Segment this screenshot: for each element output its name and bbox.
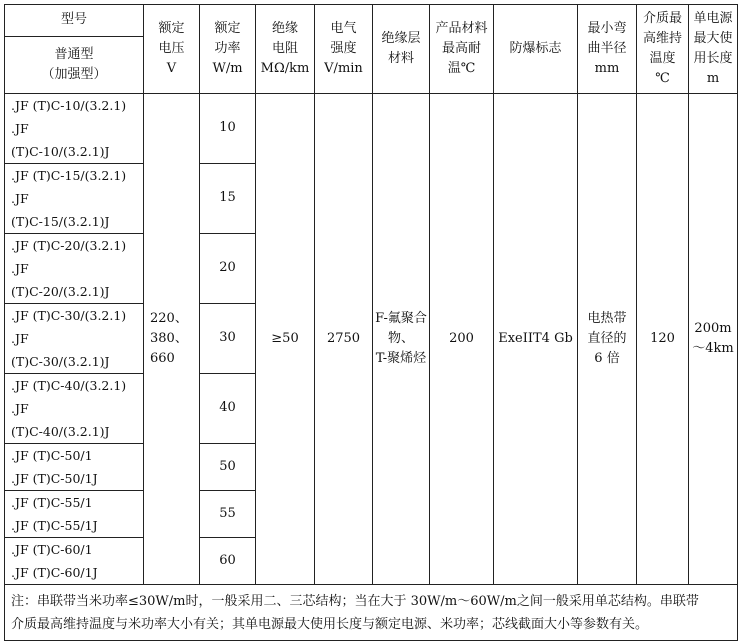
note-cell: [5, 585, 738, 641]
model-cell: .JF (T)C-50/1 .JF (T)C-50/1J: [5, 444, 144, 491]
model-cell: .JF (T)C-15/(3.2.1) .JF (T)C-15/(3.2.1)J: [5, 164, 144, 234]
header-explosion-proof: 防爆标志: [494, 5, 578, 94]
header-max-temp: 产品材料 最高耐 温℃: [430, 5, 494, 94]
note-line: 注：串联带当米功率≤30W/m时，一般采用二、三芯结构；当在大于 30W/m～60W/m之间一般采用单芯结构。串联带: [11, 593, 699, 609]
power-cell: 60: [200, 538, 256, 585]
power-cell: 15: [200, 164, 256, 234]
header-model: 型号: [5, 5, 144, 37]
spec-table: [4, 4, 738, 641]
power-cell: 10: [200, 94, 256, 164]
model-cell: .JF (T)C-30/(3.2.1) .JF (T)C-30/(3.2.1)J: [5, 304, 144, 374]
model-cell: .JF (T)C-40/(3.2.1) .JF (T)C-40/(3.2.1)J: [5, 374, 144, 444]
header-voltage: 额定 电压 V: [144, 5, 200, 94]
power-cell: 55: [200, 491, 256, 538]
explosion-proof-cell: ExeIIT4 Gb: [494, 94, 578, 585]
power-cell: 20: [200, 234, 256, 304]
header-model-variants: 普通型 （加强型）: [5, 37, 144, 94]
table-row: [5, 94, 738, 164]
max-temp-cell: 200: [430, 94, 494, 585]
power-cell: 50: [200, 444, 256, 491]
header-power: 额定 功率 W/m: [200, 5, 256, 94]
note-line: 介质最高维持温度与米功率大小有关；其单电源最大使用长度与额定电源、米功率；芯线截面大小等参数有关。: [11, 616, 649, 632]
electrical-strength-cell: 2750: [315, 94, 373, 585]
model-cell: .JF (T)C-10/(3.2.1) .JF (T)C-10/(3.2.1)J: [5, 94, 144, 164]
power-cell: 40: [200, 374, 256, 444]
model-cell: .JF (T)C-20/(3.2.1) .JF (T)C-20/(3.2.1)J: [5, 234, 144, 304]
note-row: [5, 585, 738, 641]
header-electrical-strength: 电气 强度 V/min: [315, 5, 373, 94]
max-length-cell: 200m ～4km: [689, 94, 738, 585]
min-bend-radius-cell: 电热带 直径的 6 倍: [578, 94, 637, 585]
header-max-length: 单电源 最大使 用长度 m: [689, 5, 738, 94]
insulation-material-cell: F-氟聚合 物、 T-聚烯烃: [373, 94, 430, 585]
header-min-bend-radius: 最小弯 曲半径 mm: [578, 5, 637, 94]
header-insulation-resistance: 绝缘 电阻 MΩ/km: [256, 5, 315, 94]
medium-temp-cell: 120: [637, 94, 689, 585]
voltage-cell: 220、 380、 660: [144, 94, 200, 585]
model-cell: .JF (T)C-55/1 .JF (T)C-55/1J: [5, 491, 144, 538]
power-cell: 30: [200, 304, 256, 374]
header-insulation-material: 绝缘层 材料: [373, 5, 430, 94]
model-cell: .JF (T)C-60/1 .JF (T)C-60/1J: [5, 538, 144, 585]
insulation-resistance-cell: ≥50: [256, 94, 315, 585]
header-medium-temp: 介质最 高维持 温度 ℃: [637, 5, 689, 94]
